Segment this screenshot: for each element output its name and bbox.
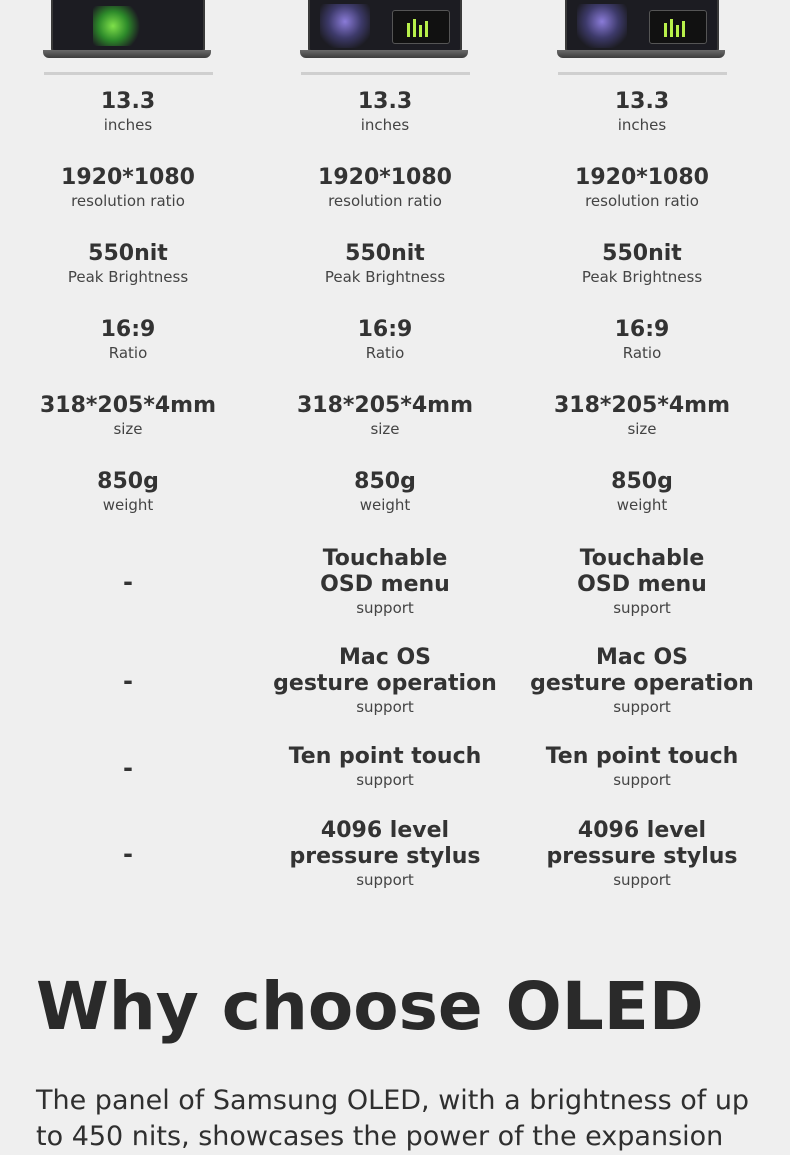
monitor-image	[43, 0, 213, 62]
feature-ten-point-touch: -	[123, 754, 133, 782]
spec-weight: 850g weight	[97, 469, 159, 514]
feature-pressure-stylus: -	[123, 840, 133, 868]
monitor-image	[557, 0, 727, 62]
feature-ten-point-touch: Ten point touch support	[545, 744, 739, 789]
spec-weight: 850g weight	[354, 469, 416, 514]
spec-size-inches: 13.3 inches	[357, 89, 413, 134]
divider	[558, 72, 727, 75]
spec-brightness: 550nit Peak Brightness	[581, 241, 703, 286]
divider	[44, 72, 213, 75]
feature-osd-menu: -	[123, 568, 133, 596]
spec-dimensions: 318*205*4mm size	[39, 393, 216, 438]
spec-ratio: 16:9 Ratio	[357, 317, 413, 362]
spec-ratio: 16:9 Ratio	[100, 317, 156, 362]
section-description: The panel of Samsung OLED, with a brightness of up to 450 nits, showcases the power of the expansion	[36, 1085, 750, 1152]
spec-resolution: 1920*1080 resolution ratio	[575, 165, 709, 210]
feature-pressure-stylus: 4096 level pressure stylus support	[546, 818, 738, 889]
feature-osd-menu: Touchable OSD menu support	[320, 546, 450, 617]
feature-ten-point-touch: Ten point touch support	[288, 744, 482, 789]
feature-mac-gesture: Mac OS gesture operation support	[273, 645, 497, 716]
feature-osd-menu: Touchable OSD menu support	[577, 546, 707, 617]
section-heading: Why choose OLED	[36, 968, 704, 1045]
spec-dimensions: 318*205*4mm size	[296, 393, 473, 438]
monitor-image	[300, 0, 470, 62]
feature-pressure-stylus: 4096 level pressure stylus support	[289, 818, 481, 889]
spec-ratio: 16:9 Ratio	[614, 317, 670, 362]
spec-brightness: 550nit Peak Brightness	[324, 241, 446, 286]
spec-brightness: 550nit Peak Brightness	[67, 241, 189, 286]
spec-dimensions: 318*205*4mm size	[553, 393, 730, 438]
spec-weight: 850g weight	[611, 469, 673, 514]
spec-resolution: 1920*1080 resolution ratio	[61, 165, 195, 210]
spec-size-inches: 13.3 inches	[614, 89, 670, 134]
divider	[301, 72, 470, 75]
feature-mac-gesture: Mac OS gesture operation support	[530, 645, 754, 716]
spec-resolution: 1920*1080 resolution ratio	[318, 165, 452, 210]
feature-mac-gesture: -	[123, 667, 133, 695]
spec-size-inches: 13.3 inches	[100, 89, 156, 134]
